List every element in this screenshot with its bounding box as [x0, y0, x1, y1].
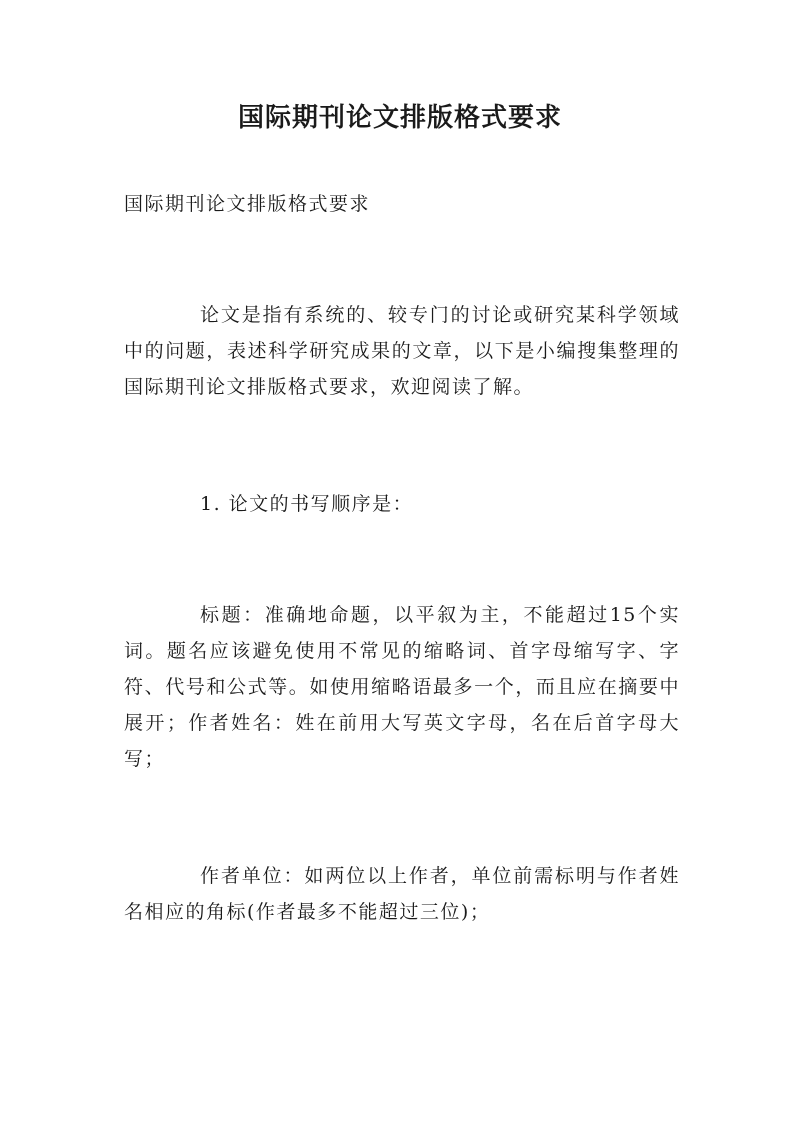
author-unit-paragraph: 作者单位：如两位以上作者，单位前需标明与作者姓名相应的角标(作者最多不能超过三位)； [124, 865, 680, 923]
intro-paragraph: 论文是指有系统的、较专门的讨论或研究某科学领域中的问题，表述科学研究成果的文章，以下是小编搜集整理的国际期刊论文排版格式要求，欢迎阅读了解。 [124, 304, 680, 398]
document-subtitle: 国际期刊论文排版格式要求 [124, 193, 371, 215]
document-title: 国际期刊论文排版格式要求 [237, 103, 562, 133]
title-requirements-paragraph: 标题：准确地命题，以平叙为主，不能超过15个实词。题名应该避免使用不常见的缩略词、首字母缩写字、字符、代号和公式等。如使用缩略语最多一个，而且应在摘要中展开；作者姓名：姓在前用大写英文字母，名在后首字母大写； [124, 604, 680, 770]
section-heading-writing-order: 1. 论文的书写顺序是： [200, 493, 414, 515]
